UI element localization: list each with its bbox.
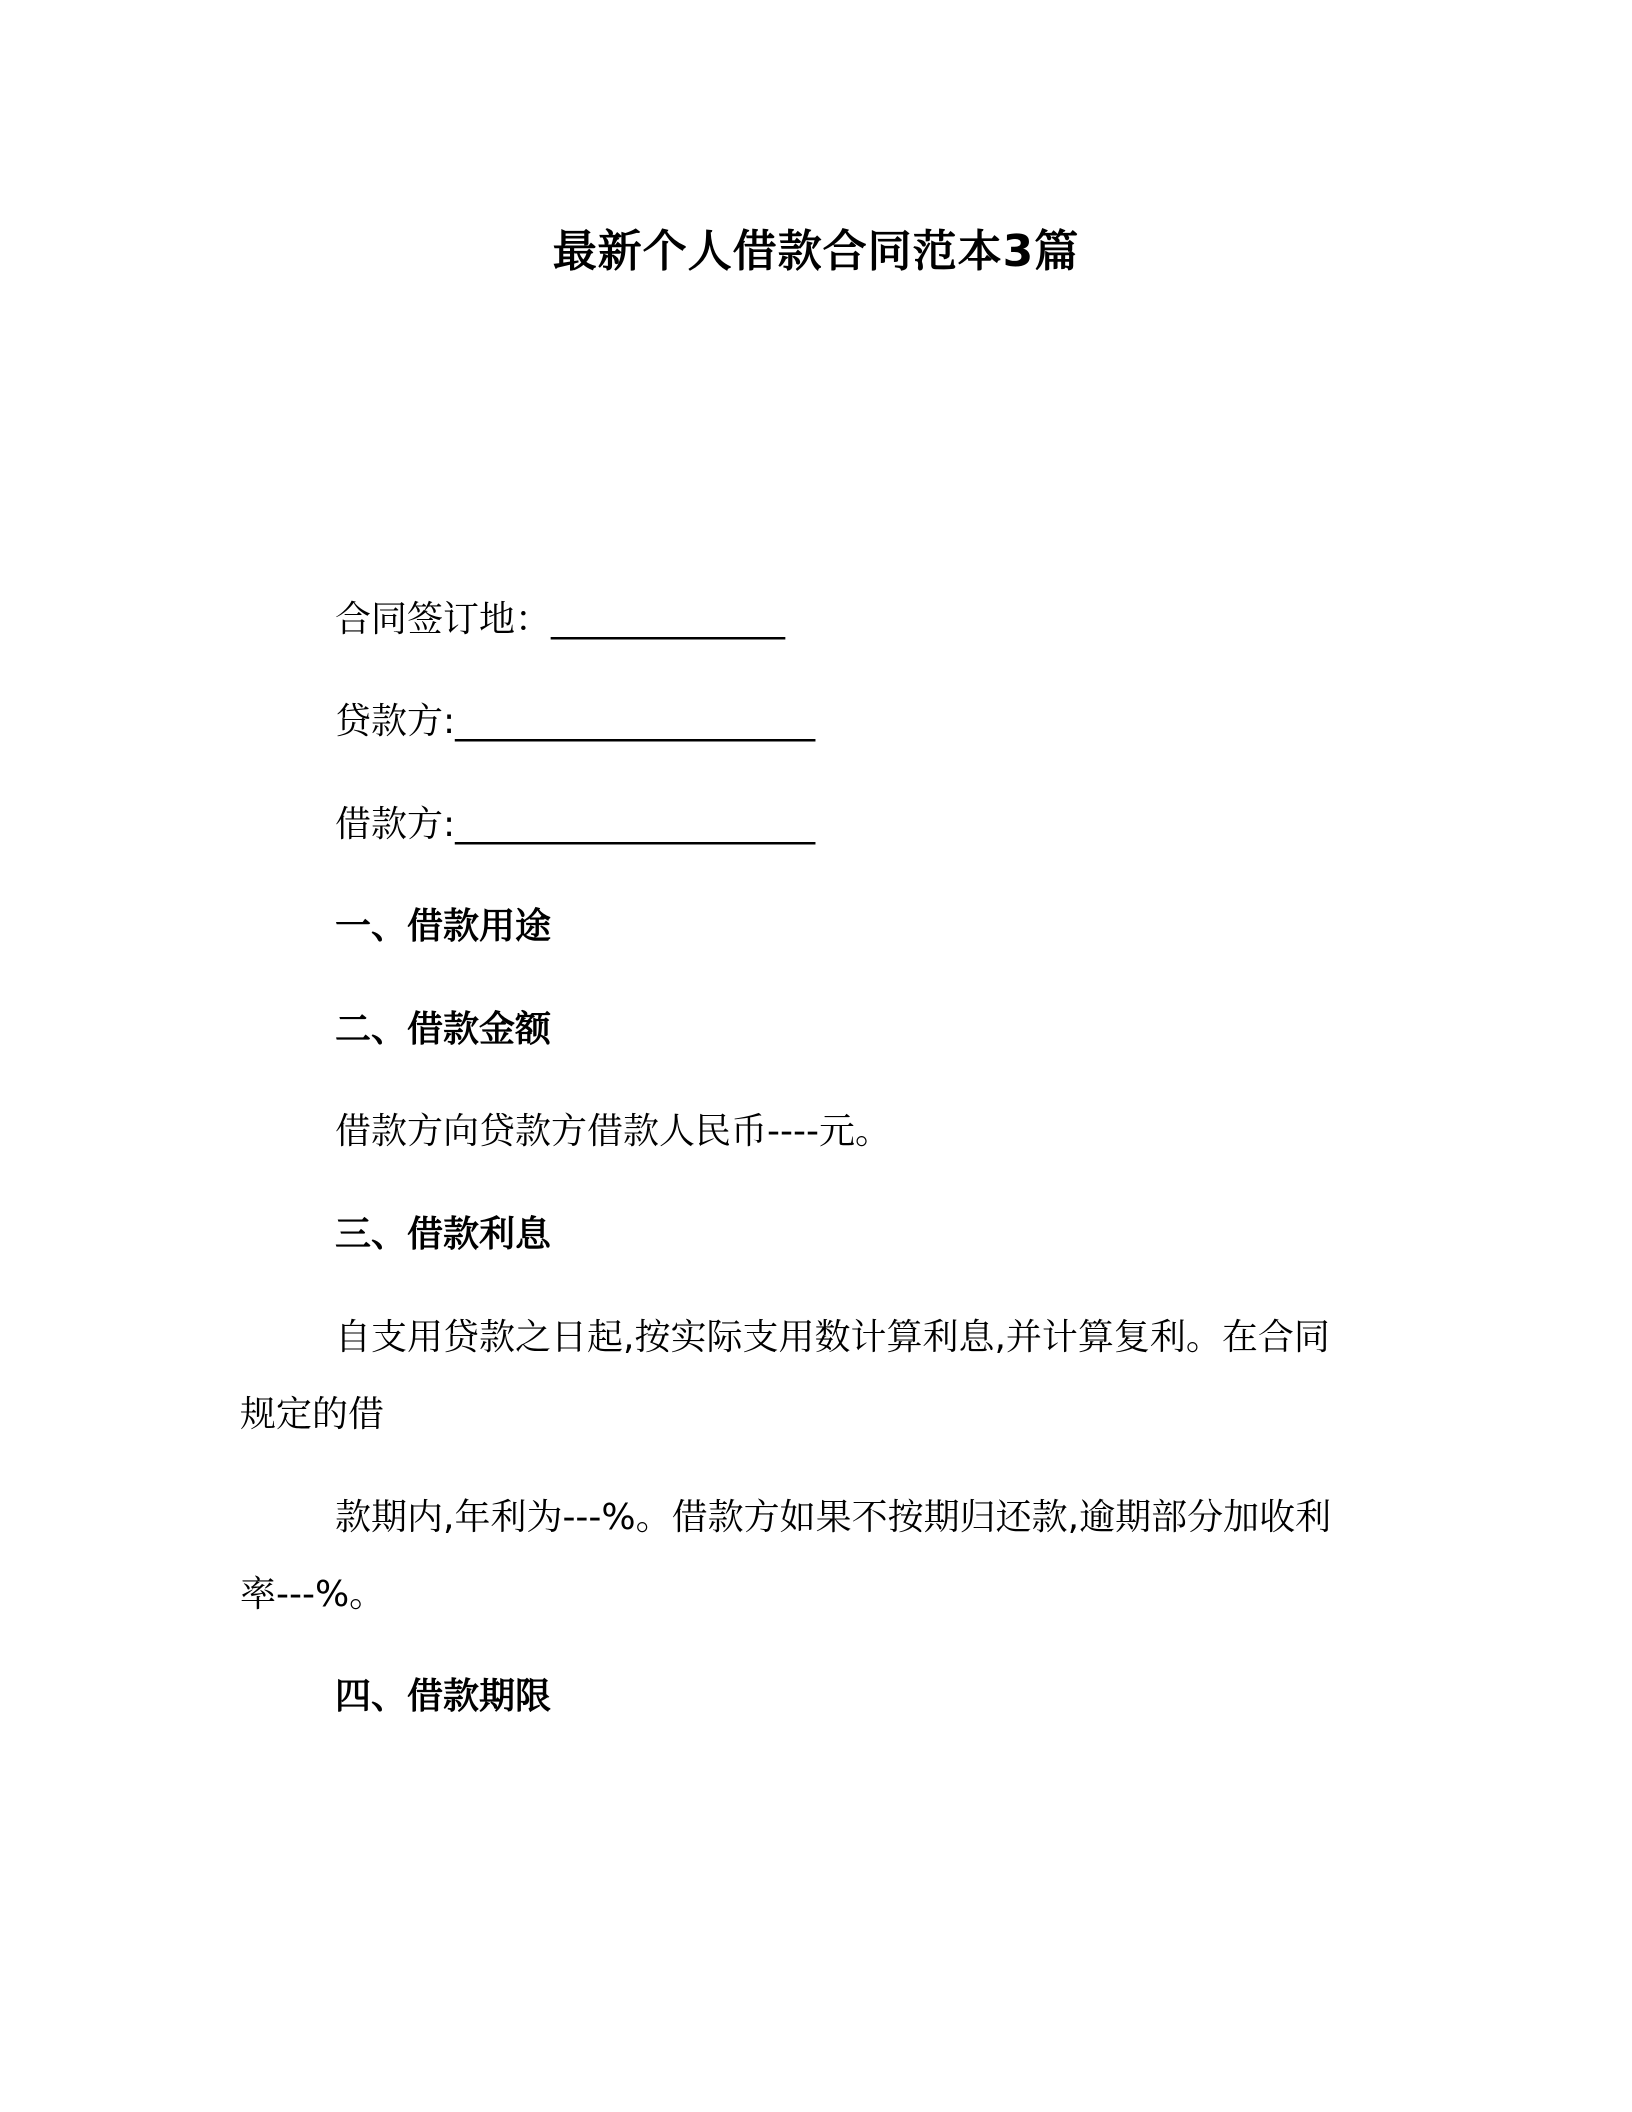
document-title: 最新个人借款合同范本3篇 — [552, 226, 1080, 277]
interest-rate-paragraph-line-1: 款期内,年利为---%。借款方如果不按期归还款,逾期部分加收利 — [335, 1497, 1332, 1538]
contract-signing-place-field: 合同签订地：_____________ — [335, 599, 786, 640]
interest-paragraph-line-2: 规定的借 — [240, 1394, 385, 1435]
lender-field: 贷款方:____________________ — [335, 701, 816, 742]
section-heading-amount: 二、借款金额 — [335, 1009, 552, 1050]
interest-rate-paragraph-line-2: 率---%。 — [240, 1574, 386, 1615]
interest-paragraph-line-1: 自支用贷款之日起,按实际支用数计算利息,并计算复利。在合同 — [335, 1317, 1330, 1358]
section-heading-interest: 三、借款利息 — [335, 1214, 552, 1255]
section-heading-term: 四、借款期限 — [335, 1676, 552, 1717]
borrower-field: 借款方:____________________ — [335, 804, 816, 845]
section-heading-purpose: 一、借款用途 — [335, 906, 552, 947]
amount-paragraph: 借款方向贷款方借款人民币----元。 — [335, 1111, 891, 1152]
